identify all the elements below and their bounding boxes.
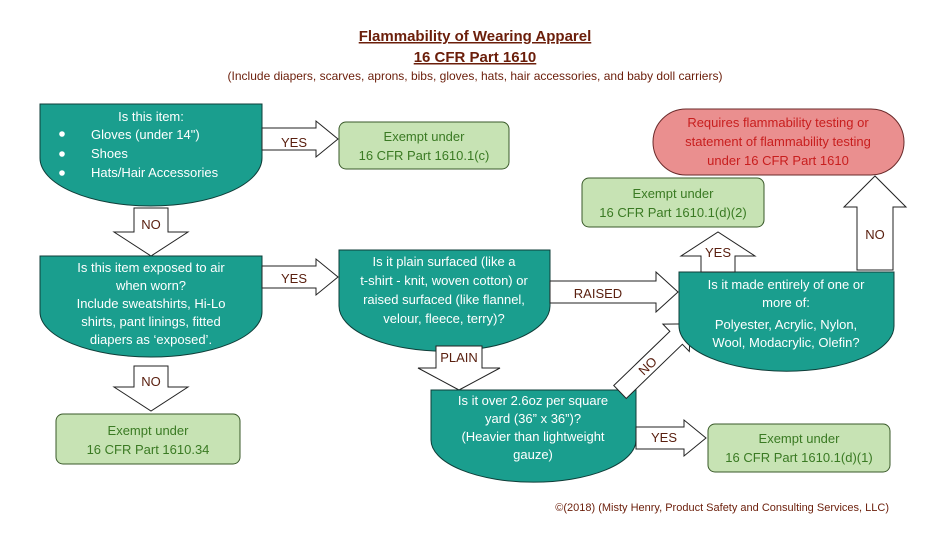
exempt-1610-1d1-line: 16 CFR Part 1610.1(d)(1) bbox=[725, 450, 873, 465]
q5-line: more of: bbox=[762, 295, 810, 310]
bullet bbox=[59, 131, 65, 137]
arrow-label-q4-no: NO bbox=[635, 353, 660, 379]
q1-heading: Is this item: bbox=[118, 109, 184, 124]
requires-testing-line: under 16 CFR Part 1610 bbox=[707, 153, 849, 168]
q2-line: shirts, pant linings, fitted bbox=[81, 314, 221, 329]
arrow-label-q1-no: NO bbox=[141, 217, 161, 232]
exempt-1610-1c-line: Exempt under bbox=[383, 129, 465, 144]
subtitle: (Include diapers, scarves, aprons, bibs, gloves, hats, hair accessories, and baby doll carriers) bbox=[227, 69, 723, 83]
q2-line: diapers as ‘exposed’. bbox=[89, 332, 213, 347]
q4-line: (Heavier than lightweight bbox=[461, 429, 605, 444]
arrow-label-q4-yes: YES bbox=[650, 430, 678, 445]
q3-line: t-shirt - knit, woven cotton) or bbox=[360, 273, 528, 288]
q5-line: Wool, Modacrylic, Olefin? bbox=[712, 335, 860, 350]
q5-line: Is it made entirely of one or bbox=[707, 277, 865, 292]
q1-item: Gloves (under 14") bbox=[91, 127, 200, 142]
copyright-footer: ©(2018) (Misty Henry, Product Safety and Consulting Services, LLC) bbox=[555, 502, 889, 514]
arrow-q1-no bbox=[114, 208, 188, 256]
exempt-1610-1d1-line: Exempt under bbox=[758, 431, 840, 446]
q2-line: when worn? bbox=[115, 278, 187, 293]
exempt-1610-1c-line: 16 CFR Part 1610.1(c) bbox=[358, 148, 490, 163]
arrow-label-q2-no: NO bbox=[141, 374, 161, 389]
q2-line: Include sweatshirts, Hi-Lo bbox=[76, 296, 226, 311]
q3-line: Is it plain surfaced (like a bbox=[372, 254, 516, 269]
q3-line: velour, fleece, terry)? bbox=[383, 311, 505, 326]
q4-line: gauze) bbox=[513, 447, 553, 462]
q4-line: yard (36” x 36”)? bbox=[484, 411, 582, 426]
q5-line: Polyester, Acrylic, Nylon, bbox=[714, 317, 858, 332]
q1-item: Hats/Hair Accessories bbox=[91, 165, 219, 180]
title-line-1: Flammability of Wearing Apparel bbox=[358, 28, 592, 45]
arrow-label-q2-yes: YES bbox=[280, 271, 308, 286]
exempt-1610-1d2-line: 16 CFR Part 1610.1(d)(2) bbox=[599, 205, 747, 220]
q3-line: raised surfaced (like flannel, bbox=[363, 292, 525, 307]
arrow-q5-no bbox=[844, 176, 906, 270]
exempt-1610-34-line: Exempt under bbox=[107, 423, 189, 438]
q2-line: Is this item exposed to air bbox=[77, 260, 225, 275]
requires-testing-line: statement of flammability testing bbox=[685, 134, 871, 149]
q1-item: Shoes bbox=[91, 146, 128, 161]
bullet bbox=[59, 170, 65, 176]
arrow-label-q3-plain: PLAIN bbox=[440, 350, 478, 365]
arrow-label-q5-yes: YES bbox=[704, 245, 732, 260]
title-line-2: 16 CFR Part 1610 bbox=[413, 49, 537, 66]
q4-line: Is it over 2.6oz per square bbox=[457, 393, 609, 408]
exempt-1610-34-line: 16 CFR Part 1610.34 bbox=[86, 442, 210, 457]
requires-testing-line: Requires flammability testing or bbox=[687, 115, 869, 130]
arrow-label-q3-raised: RAISED bbox=[573, 286, 623, 301]
arrow-label-q1-yes: YES bbox=[280, 135, 308, 150]
bullet bbox=[59, 151, 65, 157]
exempt-1610-1d2-line: Exempt under bbox=[632, 186, 714, 201]
arrow-label-q5-no: NO bbox=[865, 227, 885, 242]
